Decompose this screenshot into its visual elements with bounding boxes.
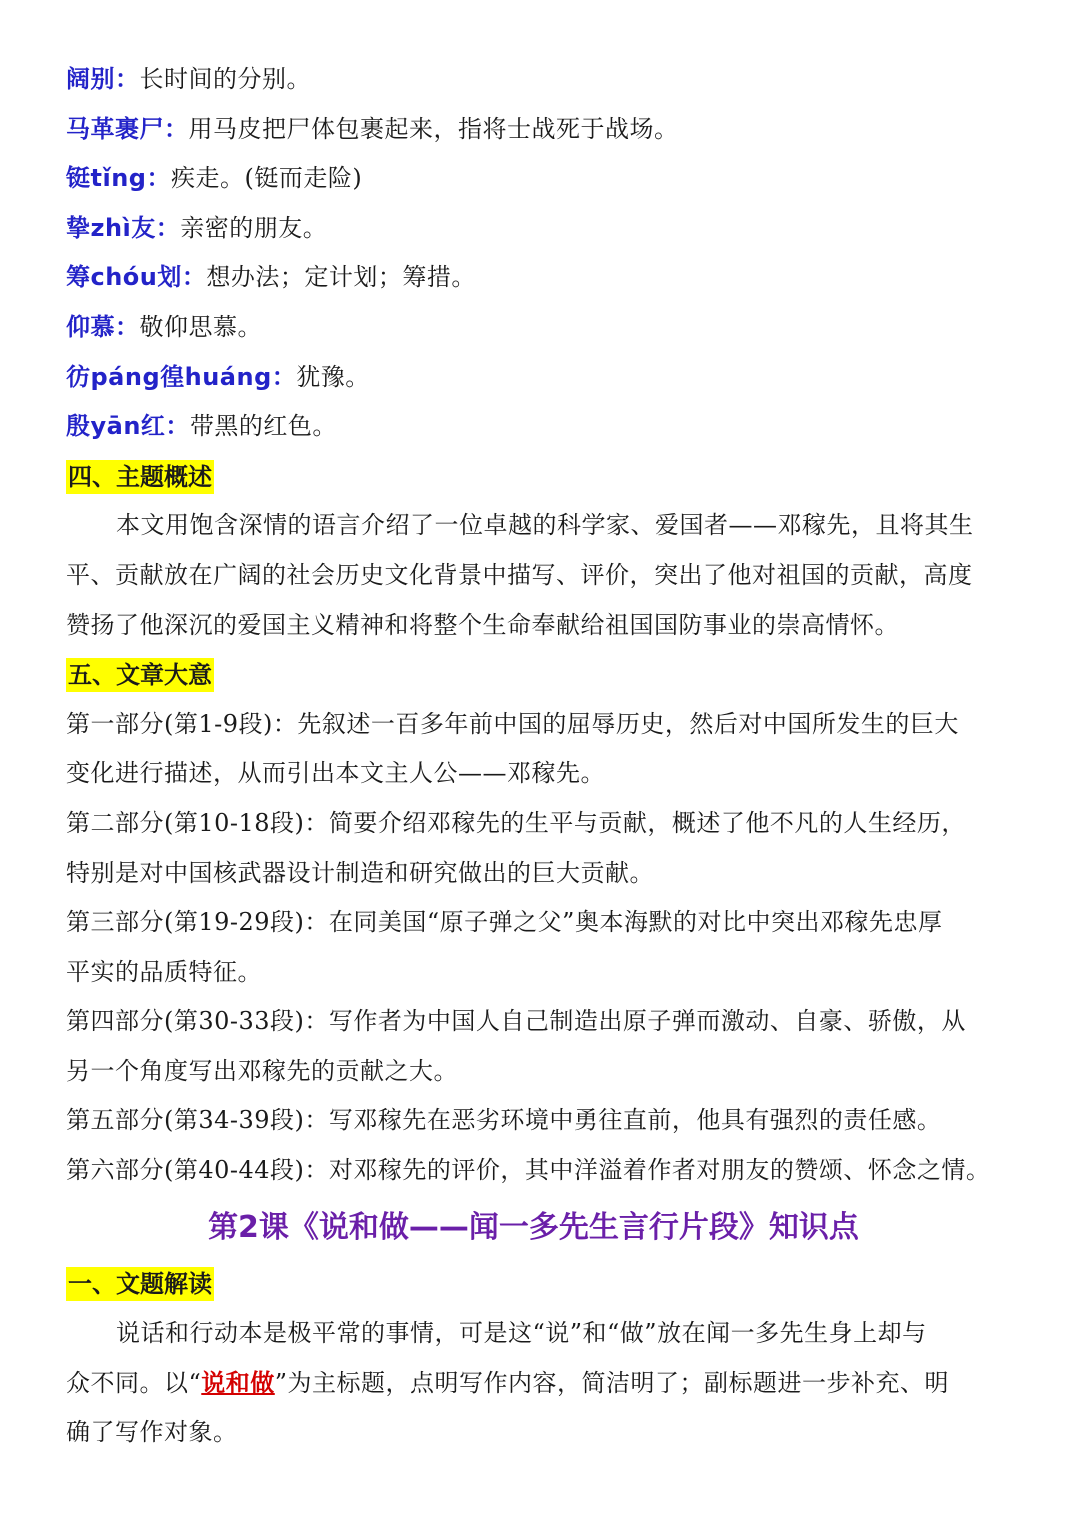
vocab-term: 仰慕：: [66, 312, 140, 341]
vocab-definition: 想办法；定计划；筹措。: [206, 263, 476, 292]
paragraph-line: 第六部分(第40-44段)：对邓稼先的评价，其中洋溢着作者对朋友的赞颂、怀念之情。: [66, 1156, 991, 1185]
vocab-term: 铤tǐng：: [66, 164, 171, 193]
paragraph-line: 本文用饱含深情的语言介绍了一位卓越的科学家、爱国者——邓稼先，且将其生: [116, 511, 974, 540]
vocab-item: [66, 55, 1021, 105]
vocab-item: [66, 154, 1021, 204]
vocab-definition: 带黑的红色。: [189, 412, 337, 441]
lesson-title: 第2课《说和做——闻一多先生言行片段》知识点: [208, 1209, 859, 1245]
paragraph-line: 平、贡献放在广阔的社会历史文化背景中描写、评价，突出了他对祖国的贡献，高度: [66, 560, 973, 589]
paragraph-line: 第五部分(第34-39段)：写邓稼先在恶劣环境中勇往直前，他具有强烈的责任感。: [66, 1106, 942, 1135]
section-heading-row: [66, 650, 1021, 700]
vocab-item: [66, 253, 1021, 303]
vocab-item: [66, 303, 1021, 353]
vocab-definition: 敬仰思慕。: [139, 312, 262, 341]
emphasis-text: 说和做: [201, 1368, 275, 1397]
paragraph-line: 确了写作对象。: [66, 1418, 238, 1447]
document-page: [66, 55, 1021, 1458]
vocab-definition: 犹豫。: [296, 362, 370, 391]
vocab-definition: 疾走。(铤而走险): [170, 164, 363, 193]
paragraph-line: 第二部分(第10-18段)：简要介绍邓稼先的生平与贡献，概述了他不凡的人生经历，: [66, 808, 966, 837]
vocab-definition: 长时间的分别。: [139, 65, 311, 93]
paragraph-line: 特别是对中国核武器设计制造和研究做出的巨大贡献。: [66, 858, 654, 887]
vocab-definition: 用马皮把尸体包裹起来，指将士战死于战场。: [188, 114, 679, 143]
paragraph-line: 变化进行描述，从而引出本文主人公——邓稼先。: [66, 759, 605, 788]
paragraph-line: 赞扬了他深沉的爱国主义精神和将整个生命奉献给祖国国防事业的崇高情怀。: [66, 610, 899, 639]
paragraph-line: 第三部分(第19-29段)：在同美国“原子弹之父”奥本海默的对比中突出邓稼先忠厚: [66, 908, 943, 937]
vocab-term: 阔别：: [66, 65, 140, 93]
paragraph-line: 第四部分(第30-33段)：写作者为中国人自己制造出原子弹而激动、自豪、骄傲，从: [66, 1007, 966, 1036]
text-segment: ”为主标题，点明写作内容，简洁明了；副标题进一步补充、明: [274, 1368, 950, 1397]
vocab-term: 马革裹尸：: [66, 114, 189, 143]
paragraph-line: 说话和行动本是极平常的事情，可是这“说”和“做”放在闻一多先生身上却与: [116, 1319, 927, 1348]
vocab-term: 殷yān红：: [66, 412, 190, 441]
vocab-item: [66, 402, 1021, 452]
paragraph-line: 第一部分(第1-9段)：先叙述一百多年前中国的屈辱历史，然后对中国所发生的巨大: [66, 709, 959, 738]
vocab-term: 彷páng徨huáng：: [66, 362, 297, 391]
vocab-term: 筹chóu划：: [66, 263, 207, 292]
section-heading-title-reading: 一、文题解读: [66, 1267, 214, 1301]
section-heading-theme: 四、主题概述: [66, 460, 214, 494]
section-heading-row: [66, 1260, 1021, 1310]
section-heading-summary: 五、文章大意: [66, 658, 214, 692]
vocab-term: 挚zhì友：: [66, 213, 181, 242]
vocab-definition: 亲密的朋友。: [180, 213, 328, 242]
section-heading-row: [66, 452, 1021, 502]
paragraph-line: 平实的品质特征。: [66, 957, 262, 986]
vocab-item: [66, 105, 1021, 155]
paragraph-line: 另一个角度写出邓稼先的贡献之大。: [66, 1056, 458, 1085]
paragraph-line: [66, 1359, 1021, 1409]
text-segment: 众不同。以“: [66, 1368, 202, 1397]
vocab-item: [66, 204, 1021, 254]
vocab-item: [66, 353, 1021, 403]
